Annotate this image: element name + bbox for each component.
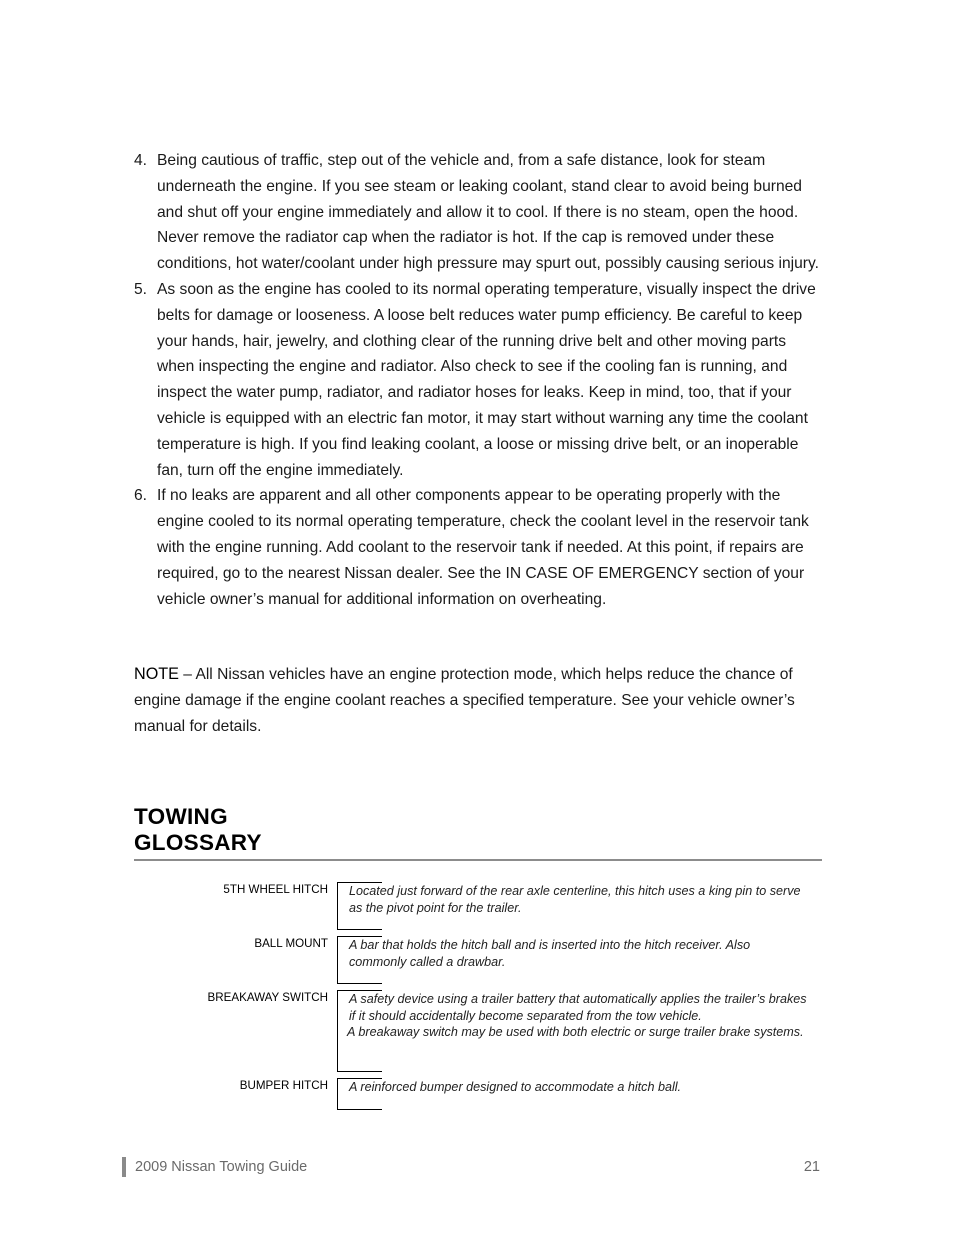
note-text: – All Nissan vehicles have an engine protection mode, which helps reduce the chance of engine damage if the engine coolant reaches a specified temperature. See your vehicle owner’s manual for details. xyxy=(134,666,795,735)
step-number: 5. xyxy=(134,280,148,298)
glossary-definition-continued: A breakaway switch may be used with both electric or surge trailer brake systems. xyxy=(347,1025,804,1039)
footer-title: 2009 Nissan Towing Guide xyxy=(135,1159,308,1175)
step-5 xyxy=(134,277,824,483)
glossary-definition: A safety device using a trailer battery that automatically applies the trailer’s brakes if it should accidentally become separated from the tow vehicle. xyxy=(349,992,807,1023)
step-text: Being cautious of traffic, step out of the vehicle and, from a safe distance, look for steam underneath the engine. If you see steam or leaking coolant, stand clear to avoid being burned and shut off your engine immediately and allow it to cool. If there is no steam, open the hood. Never remove the radiator cap when the radiator is hot. If the cap is removed under these conditions, hot water/coolant under high pressure may spurt out, possibly causing serious injury. xyxy=(157,152,819,273)
section-title-text: TOWING GLOSSARY xyxy=(134,804,262,855)
step-text: As soon as the engine has cooled to its normal operating temperature, visually inspect the drive belts for damage or looseness. A loose belt reduces water pump efficiency. Be careful to keep your hands, hair, jewelry, and clothing clear of the running drive belt and other moving parts when inspecting the engine and radiator. Also check to see if the cooling fan is running, and inspect the water pump, radiator, and radiator hoses for leaks. Keep in mind, too, that if your vehicle is equipped with an electric fan motor, it may start without warning any time the coolant temperature is high. If you find leaking coolant, a loose or missing drive belt, or an inoperable fan, turn off the engine immediately. xyxy=(157,280,816,479)
numbered-steps-list xyxy=(134,148,824,612)
glossary-definition: Located just forward of the rear axle centerline, this hitch uses a king pin to serve as the pivot point for the trailer. xyxy=(349,884,801,915)
step-6 xyxy=(134,483,824,612)
glossary-definition: A reinforced bumper designed to accommodate a hitch ball. xyxy=(349,1080,682,1094)
page-number: 21 xyxy=(803,1159,820,1175)
glossary-term: BALL MOUNT xyxy=(254,937,328,950)
step-4 xyxy=(134,148,824,277)
glossary-term: BREAKAWAY SWITCH xyxy=(207,991,328,1004)
glossary-term: 5TH WHEEL HITCH xyxy=(223,883,328,896)
note-label: NOTE xyxy=(134,665,179,683)
engine-protection-note xyxy=(134,662,824,739)
step-text: If no leaks are apparent and all other components appear to be operating properly with the engine cooled to its normal operating temperature, check the coolant level in the reservoir tank with the engine running. Add coolant to the reservoir tank if needed. At this point, if repairs are required, go to the nearest Nissan dealer. See the IN CASE OF EMERGENCY section of your vehicle owner’s manual for additional information on overheating. xyxy=(157,487,809,608)
footer-bar xyxy=(122,1157,126,1177)
section-title xyxy=(134,804,822,861)
glossary-definition: A bar that holds the hitch ball and is inserted into the hitch receiver. Also commonly called a drawbar. xyxy=(349,938,751,969)
glossary-term: BUMPER HITCH xyxy=(239,1079,328,1092)
step-number: 6. xyxy=(134,487,148,505)
step-number: 4. xyxy=(134,152,148,169)
